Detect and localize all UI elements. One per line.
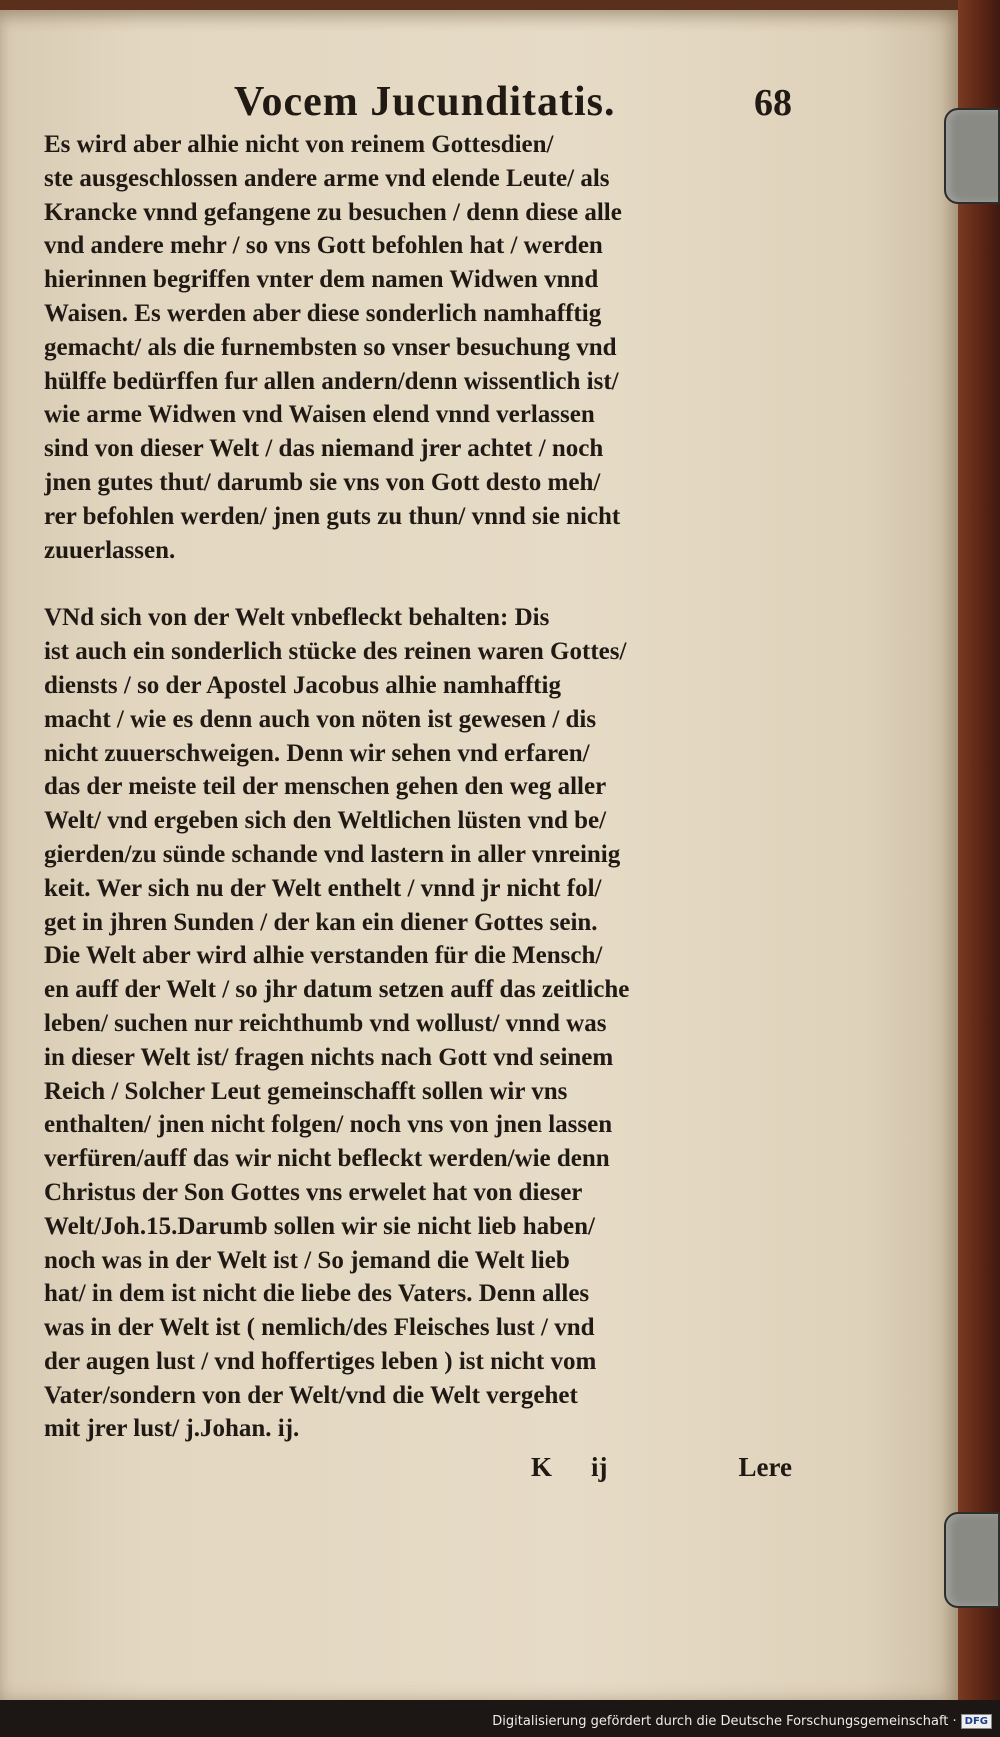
signature-letter: K: [531, 1452, 553, 1483]
text-line: Christus der Son Gottes vns erwelet hat von dieser: [44, 1178, 583, 1206]
text-line: der augen lust / vnd hoffertiges leben ) ist nicht vom: [44, 1347, 597, 1375]
text-line: hat/ in dem ist nicht die liebe des Vaters. Denn alles: [44, 1280, 590, 1308]
catchword: Lere: [738, 1452, 792, 1483]
book-clasp-top: [944, 108, 1000, 204]
text-line: Reich / Solcher Leut gemeinschafft sollen wir vns: [44, 1077, 568, 1105]
paragraph-2: [44, 601, 792, 1446]
text-line: ste ausgeschlossen andere arme vnd elende Leute/ als: [44, 164, 610, 192]
paragraph-gap: [44, 567, 792, 601]
text-line: diensts / so der Apostel Jacobus alhie namhafftig: [44, 671, 561, 699]
paragraph-1: [44, 128, 792, 567]
running-title: Vocem Jucunditatis.: [234, 79, 616, 125]
text-line: get in jhren Sunden / der kan ein diener Gottes sein.: [44, 908, 598, 936]
text-line: das der meiste teil der menschen gehen den weg aller: [44, 773, 607, 801]
text-line: Waisen. Es werden aber diese sonderlich namhafftig: [44, 299, 602, 327]
text-line: in dieser Welt ist/ fragen nichts nach Gott vnd seinem: [44, 1043, 614, 1071]
text-line: wie arme Widwen vnd Waisen elend vnnd verlassen: [44, 401, 595, 429]
page-footer: [44, 1452, 792, 1488]
text-line: keit. Wer sich nu der Welt enthelt / vnnd jr nicht fol/: [44, 874, 602, 902]
text-line: jnen gutes thut/ darumb sie vns von Gott desto meh/: [44, 468, 601, 496]
text-line: mit jrer lust/ j.Johan. ij.: [44, 1415, 300, 1443]
digitization-credit: [492, 1714, 992, 1729]
text-line: was in der Welt ist ( nemlich/des Fleisches lust / vnd: [44, 1314, 595, 1342]
signature-number: ij: [591, 1452, 608, 1483]
text-line: hierinnen begriffen vnter dem namen Widwen vnnd: [44, 266, 599, 294]
text-line: ist auch ein sonderlich stücke des reinen waren Gottes/: [44, 638, 627, 666]
text-line: noch was in der Welt ist / So jemand die Welt lieb: [44, 1246, 570, 1274]
text-line: Vater/sondern von der Welt/vnd die Welt vergehet: [44, 1381, 578, 1409]
book-binding: [958, 0, 1000, 1737]
text-line: verfüren/auff das wir nicht befleckt werden/wie denn: [44, 1145, 610, 1173]
text-line: gemacht/ als die furnembsten so vnser besuchung vnd: [44, 333, 617, 361]
running-head: [234, 78, 792, 126]
page-number: 68: [754, 82, 792, 124]
text-line: Welt/ vnd ergeben sich den Weltlichen lüsten vnd be/: [44, 807, 607, 835]
text-line: Es wird aber alhie nicht von reinem Gottesdien/: [44, 131, 554, 158]
text-line: enthalten/ jnen nicht folgen/ noch vns von jnen lassen: [44, 1111, 613, 1139]
text-line: gierden/zu sünde schande vnd lastern in aller vnreinig: [44, 840, 621, 868]
credit-text: Digitalisierung gefördert durch die Deutsche Forschungsgemeinschaft ·: [492, 1714, 957, 1729]
book-clasp-bottom: [944, 1512, 1000, 1608]
page-text: [44, 78, 792, 1488]
text-line: en auff der Welt / so jhr datum setzen auff das zeitliche: [44, 976, 630, 1004]
text-line: macht / wie es denn auch von nöten ist gewesen / dis: [44, 705, 597, 733]
text-line: rer befohlen werden/ jnen guts zu thun/ vnnd sie nicht: [44, 502, 621, 530]
text-line: leben/ suchen nur reichthumb vnd wollust/ vnnd was: [44, 1009, 607, 1037]
text-line: hülffe bedürffen fur allen andern/denn wissentlich ist/: [44, 367, 619, 395]
text-line: sind von dieser Welt / das niemand jrer achtet / noch: [44, 435, 604, 463]
text-line: vnd andere mehr / so vns Gott befohlen hat / werden: [44, 232, 603, 260]
text-line: zuuerlassen.: [44, 536, 176, 564]
text-line: Krancke vnnd gefangene zu besuchen / denn diese alle: [44, 198, 622, 226]
text-line: nicht zuuerschweigen. Denn wir sehen vnd erfaren/: [44, 739, 590, 767]
text-line: VNd sich von der Welt vnbefleckt behalten: Dis: [44, 604, 550, 632]
dfg-logo: DFG: [961, 1714, 992, 1729]
text-line: Welt/Joh.15.Darumb sollen wir sie nicht lieb haben/: [44, 1212, 595, 1240]
text-line: Die Welt aber wird alhie verstanden für die Mensch/: [44, 942, 603, 970]
